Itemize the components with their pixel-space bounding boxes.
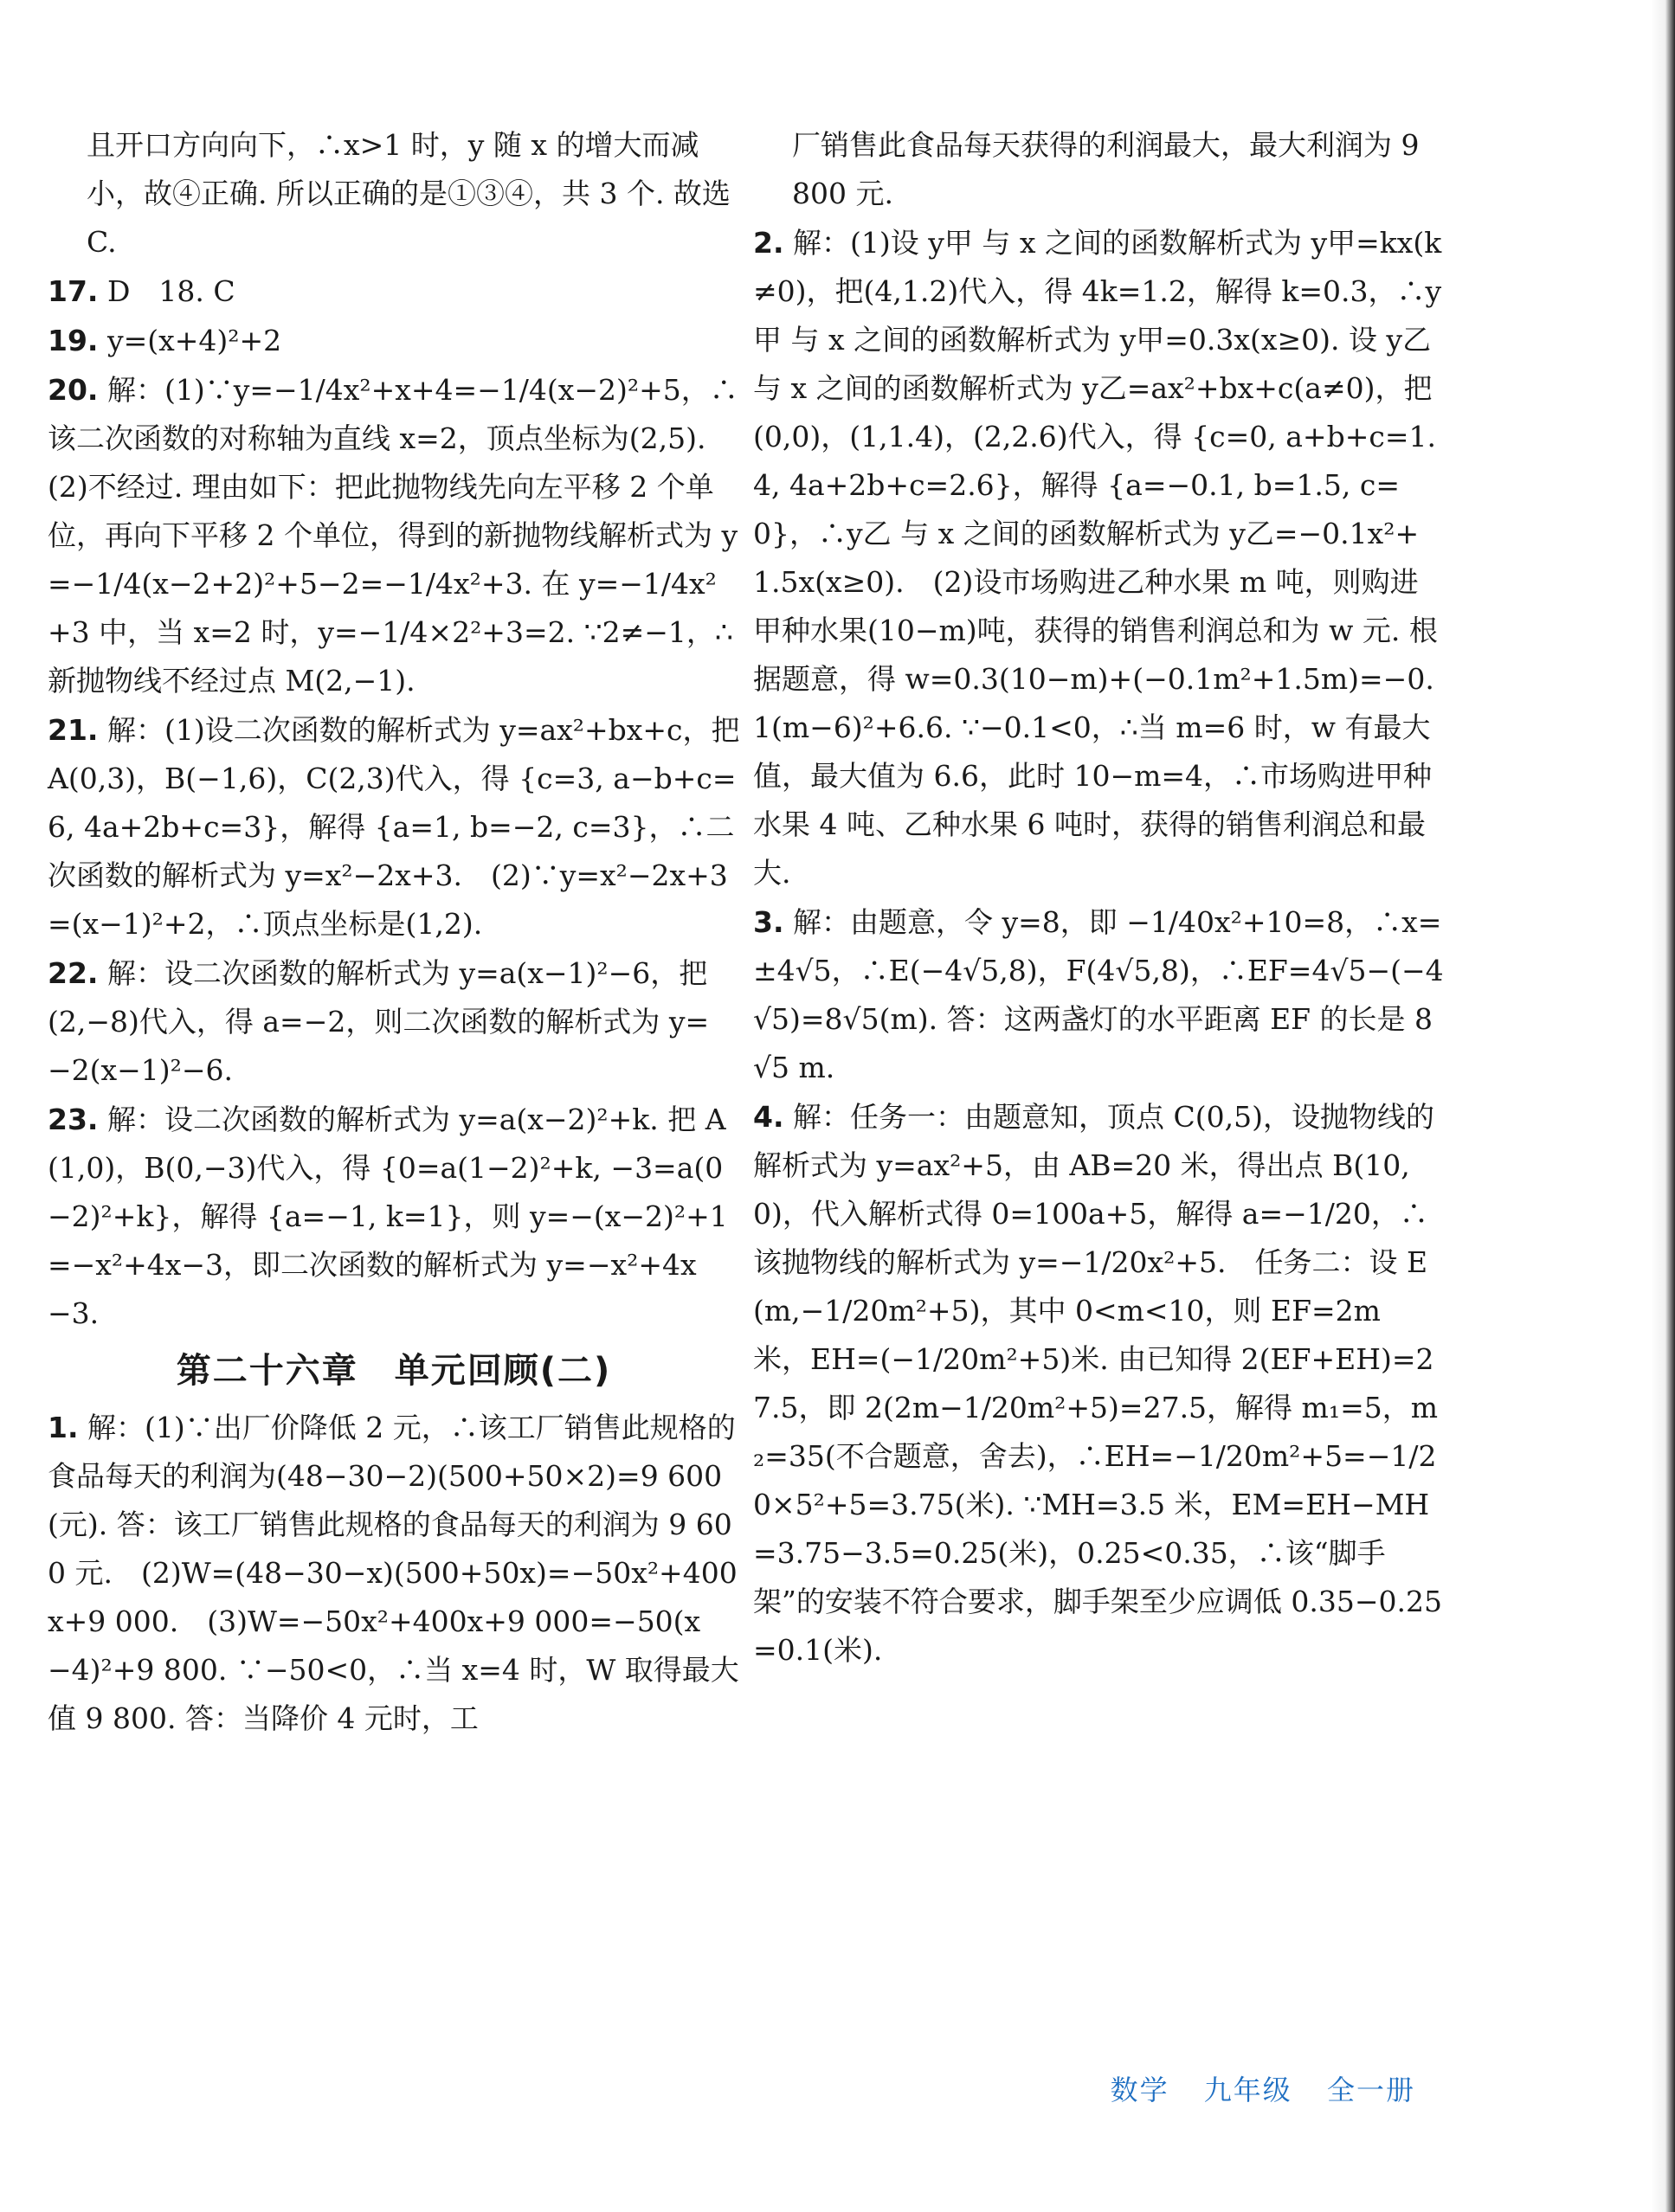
- footer-grade: 九年级: [1203, 2074, 1292, 2106]
- answer-17-18: 17. D 18. C: [48, 274, 235, 308]
- footer-subject: 数学: [1110, 2074, 1169, 2106]
- right-column: [753, 121, 1446, 1675]
- answer-20: 20. 解：(1)∵y=−1/4x²+x+4=−1/4(x−2)²+5，∴该二次函数的对称轴为直线 x=2，顶点坐标为(2,5). (2)不经过. 理由如下：把此抛物线先向左平移 2 个单位，再向下平移 2 个单位，得到的新抛物线解析式为 y=−1/4(x−2+2)²+5−2=−1/4x²+3. 在 y=−1/4x²+3 中，当 x=2 时，y=−1/4×2²+3=2. ∵2≠−1，∴新抛物线不经过点 M(2,−1).: [48, 373, 738, 698]
- chapter-answer-2: 2. 解：(1)设 y甲 与 x 之间的函数解析式为 y甲=kx(k≠0)，把(4,1.2)代入，得 4k=1.2，解得 k=0.3，∴y甲 与 x 之间的函数解析式为 y甲=0.3x(x≥0). 设 y乙 与 x 之间的函数解析式为 y乙=ax²+bx+c(a≠0)，把(0,0)，(1,1.4)，(2,2.6)代入，得 {c=0, a+b+c=1.4, 4a+2b+c=2.6}，解得 {a=−0.1, b=1.5, c=0}，∴y乙 与 x 之间的函数解析式为 y乙=−0.1x²+1.5x(x≥0). (2)设市场购进乙种水果 m 吨，则购进甲种水果(10−m)吨，获得的销售利润总和为 w 元. 根据题意，得 w=0.3(10−m)+(−0.1m²+1.5m)=−0.1(m−6)²+6.6. ∵−0.1<0，∴当 m=6 时，w 有最大值，最大值为 6.6，此时 10−m=4，∴市场购进甲种水果 4 吨、乙种水果 6 吨时，获得的销售利润总和最大.: [753, 226, 1442, 890]
- answer-22: 22. 解：设二次函数的解析式为 y=a(x−1)²−6，把(2,−8)代入，得 a=−2，则二次函数的解析式为 y=−2(x−1)²−6.: [48, 956, 710, 1087]
- answer-23: 23. 解：设二次函数的解析式为 y=a(x−2)²+k. 把 A(1,0)，B(0,−3)代入，得 {0=a(1−2)²+k, −3=a(0−2)²+k}，解得 {a=−1, k=1}，则 y=−(x−2)²+1=−x²+4x−3，即二次函数的解析式为 y=−x²+4x−3.: [48, 1103, 728, 1330]
- answer-19: 19. y=(x+4)²+2: [48, 324, 282, 357]
- answer-21: 21. 解：(1)设二次函数的解析式为 y=ax²+bx+c，把 A(0,3)，B(−1,6)，C(2,3)代入，得 {c=3, a−b+c=6, 4a+2b+c=3}，解得 {a=1, b=−2, c=3}，∴二次函数的解析式为 y=x²−2x+3. (2)∵y=x²−2x+3=(x−1)²+2，∴顶点坐标是(1,2).: [48, 713, 750, 941]
- chapter-answer-4: 4. 解：任务一：由题意知，顶点 C(0,5)，设抛物线的解析式为 y=ax²+5，由 AB=20 米，得出点 B(10,0)，代入解析式得 0=100a+5，解得 a=−1/20，∴该抛物线的解析式为 y=−1/20x²+5. 任务二：设 E(m,−1/20m²+5)，其中 0<m<10，则 EF=2m 米，EH=(−1/20m²+5)米. 由已知得 2(EF+EH)=27.5，即 2(2m−1/20m²+5)=27.5，解得 m₁=5，m₂=35(不合题意，舍去)，∴EH=−1/20m²+5=−1/20×5²+5=3.75(米). ∵MH=3.5 米，EM=EH−MH=3.75−3.5=0.25(米)，0.25<0.35，∴该“脚手架”的安装不符合要求，脚手架至少应调低 0.35−0.25=0.1(米).: [753, 1100, 1442, 1667]
- chapter-answer-3: 3. 解：由题意，令 y=8，即 −1/40x²+10=8，∴x=±4√5，∴E(−4√5,8)，F(4√5,8)，∴EF=4√5−(−4√5)=8√5(m). 答：这两盏灯的水平距离 EF 的长是 8√5 m.: [753, 905, 1444, 1084]
- scan-edge-shadow: [1651, 0, 1675, 2212]
- left-column: [48, 121, 750, 1744]
- answer-1-continuation: 厂销售此食品每天获得的利润最大，最大利润为 9 800 元.: [792, 128, 1428, 210]
- footer-volume: 全一册: [1326, 2074, 1415, 2106]
- answer-continuation: 且开口方向向下，∴x>1 时，y 随 x 的增大而减小，故④正确. 所以正确的是①③④，共 3 个. 故选 C.: [87, 128, 740, 259]
- chapter-title: 第二十六章 单元回顾(二): [176, 1351, 612, 1391]
- page-footer: [1086, 2068, 1415, 2108]
- chapter-answer-1: 1. 解：(1)∵出厂价降低 2 元，∴该工厂销售此规格的食品每天的利润为(48−30−2)(500+50×2)=9 600(元). 答：该工厂销售此规格的食品每天的利润为 9 600 元. (2)W=(48−30−x)(500+50x)=−50x²+400x+9 000. (3)W=−50x²+400x+9 000=−50(x−4)²+9 800. ∵−50<0，∴当 x=4 时，W 取得最大值 9 800. 答：当降价 4 元时，工: [48, 1411, 739, 1735]
